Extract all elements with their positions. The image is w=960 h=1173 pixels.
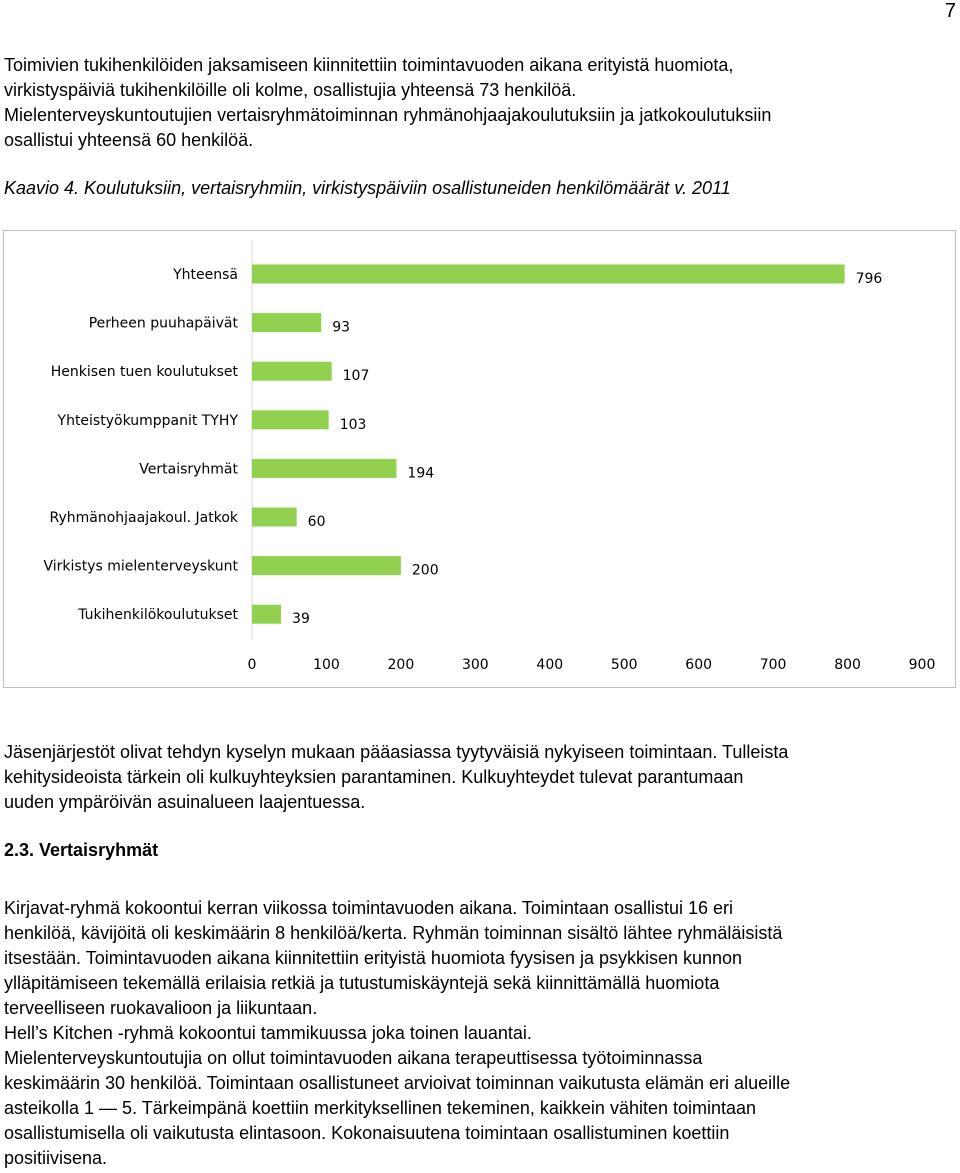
x-tick-label: 600 (685, 657, 713, 673)
page-number: 7 (944, 0, 956, 22)
section-paragraph (4, 896, 958, 1171)
x-tick-label: 500 (610, 657, 638, 673)
data-label: 39 (292, 611, 310, 628)
x-tick-label: 800 (834, 657, 861, 673)
data-label: 796 (855, 271, 883, 287)
text-line: henkilöä, kävijöitä oli keskimäärin 8 henkilöä/kerta. Ryhmän toiminnan sisältö lähtee ryhmäläisistä (4, 923, 783, 943)
bar (252, 556, 401, 575)
x-tick-label: 100 (313, 657, 340, 673)
chart-caption: Kaavio 4. Koulutuksiin, vertaisryhmiin, virkistyspäiviin osallistuneiden henkilömäärät v. 2011 (4, 178, 731, 198)
text-line: uuden ympäröivän asuinalueen laajentuessa. (4, 792, 366, 812)
text-line: asteikolla 1 — 5. Tärkeimpänä koettiin merkityksellinen tekeminen, kaikkein vähiten toimintaan (4, 1098, 757, 1118)
category-label: Virkistys mielenterveyskunt (43, 558, 238, 575)
data-label: 60 (307, 514, 326, 530)
data-label: 200 (411, 562, 439, 579)
text-line: kehitysideoista tärkein oli kulkuyhteyksien parantaminen. Kulkuyhteydet tulevat parantumaan (4, 767, 744, 787)
text-line: osallistui yhteensä 60 henkilöä. (4, 130, 254, 150)
bar-chart (3, 230, 956, 688)
bar (252, 508, 297, 527)
x-tick-label: 300 (461, 657, 489, 673)
text-line: Mielenterveyskuntoutujia on ollut toimintavuoden aikana terapeuttisessa työtoiminnassa (4, 1048, 703, 1068)
text-line: osallistumisella oli vaikutusta elintasoon. Kokonaisuutena toimintaan osallistuminen koettiin (4, 1123, 730, 1143)
x-tick-label: 900 (908, 657, 936, 673)
data-label: 194 (407, 465, 435, 482)
bar (252, 265, 845, 284)
data-label: 107 (342, 368, 370, 385)
text-line: Mielenterveyskuntoutujien vertaisryhmätoiminnan ryhmänohjaajakoulutuksiin ja jatkokoulutuksiin (4, 105, 772, 125)
category-label: Tukihenkilökoulutukset (78, 607, 238, 624)
x-tick-label: 700 (759, 657, 787, 673)
category-label: Yhteensä (173, 267, 238, 283)
text-line: Toimivien tukihenkilöiden jaksamiseen kiinnitettiin toimintavuoden aikana erityistä huomiota, (4, 55, 734, 75)
data-label: 93 (332, 319, 351, 336)
text-line: keskimäärin 30 henkilöä. Toimintaan osallistuneet arvioivat toiminnan vaikutusta elämän eri alueille (4, 1073, 791, 1093)
data-label: 103 (339, 416, 367, 433)
text-line: positiivisena. (4, 1148, 108, 1168)
text-line: terveelliseen ruokavalioon ja liikuntaan. (4, 998, 318, 1018)
category-label: Vertaisryhmät (139, 461, 238, 478)
intro-paragraph (4, 53, 958, 153)
bar-chart-svg (4, 231, 957, 689)
category-label: Yhteistyökumppanit TYHY (57, 412, 238, 429)
bar (252, 362, 332, 381)
x-tick-label: 0 (247, 657, 257, 673)
x-tick-label: 400 (536, 657, 564, 673)
x-tick-label: 200 (387, 657, 415, 673)
text-line: itsestään. Toimintavuoden aikana kiinnitettiin erityistä huomiota fyysisen ja psykkisen kunnon (4, 948, 743, 968)
category-label: Henkisen tuen koulutukset (50, 364, 238, 381)
bar (252, 459, 396, 478)
after-chart-paragraph (4, 740, 958, 815)
text-line: Kirjavat-ryhmä kokoontui kerran viikossa toimintavuoden aikana. Toimintaan osallistui 16 eri (4, 898, 734, 918)
text-line: ylläpitämiseen tekemällä erilaisia retkiä ja tutustumiskäyntejä sekä kiinnittämällä huomiota (4, 973, 720, 993)
section-heading: 2.3. Vertaisryhmät (4, 840, 159, 860)
text-line: Jäsenjärjestöt olivat tehdyn kyselyn mukaan pääasiassa tyytyväisiä nykyiseen toimintaan. Tulleista (4, 742, 789, 762)
category-label: Ryhmänohjaajakoul. Jatkok (49, 510, 238, 526)
bar (252, 313, 321, 332)
text-line: virkistyspäiviä tukihenkilöille oli kolme, osallistujia yhteensä 73 henkilöä. (4, 80, 577, 100)
bar (252, 605, 281, 624)
category-label: Perheen puuhapäivät (88, 315, 238, 332)
bar (252, 410, 329, 429)
text-line: Hell’s Kitchen -ryhmä kokoontui tammikuussa joka toinen lauantai. (4, 1023, 532, 1043)
